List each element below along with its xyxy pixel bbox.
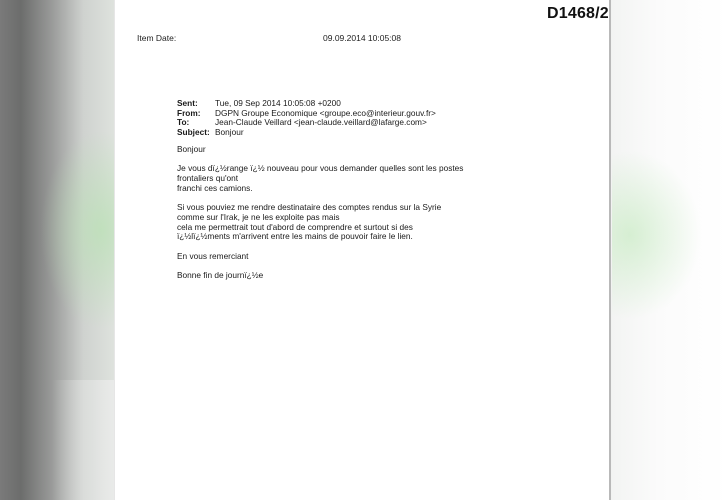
body-line: Si vous pouviez me rendre destinataire des comptes rendus sur la Syrie — [177, 202, 442, 213]
paragraph-2 — [177, 203, 507, 242]
background-right-green-tint — [612, 150, 702, 320]
body-line: comme sur l'Irak, je ne les exploite pas mais — [177, 211, 340, 222]
document-id: D1468/2 — [547, 5, 609, 22]
body-line: frontaliers qu'ont — [177, 173, 239, 184]
body-line: cela me permettrait tout d'abord de comprendre et surtout si des — [177, 221, 413, 232]
document-page — [114, 0, 611, 500]
paragraph-1 — [177, 164, 507, 193]
item-date-value: 09.09.2014 10:05:08 — [323, 33, 401, 43]
closing-line: Bonne fin de journï¿½e — [177, 270, 264, 281]
header-subject — [177, 128, 436, 138]
item-date-label: Item Date: — [137, 33, 177, 43]
thanks-line: En vous remerciant — [177, 250, 249, 261]
header-value: Bonjour — [215, 127, 244, 138]
greeting: Bonjour — [177, 144, 206, 154]
header-label: From: — [177, 107, 201, 118]
background-left-green-tint — [40, 130, 116, 330]
header-value: Tue, 09 Sep 2014 10:05:08 +0200 — [215, 98, 341, 108]
header-label: Sent: — [177, 98, 198, 108]
body-line: franchi ces camions. — [177, 182, 253, 193]
header-label: To: — [177, 117, 190, 128]
body-line: Je vous dï¿½range ï¿½ nouveau pour vous demander quelles sont les postes — [177, 163, 464, 174]
email-headers — [177, 99, 436, 138]
background-left-bottom-fade — [0, 380, 116, 500]
header-value: DGPN Groupe Economique <groupe.eco@interieur.gouv.fr> — [215, 107, 436, 118]
email-body — [177, 145, 507, 290]
body-line: ï¿½lï¿½ments m'arrivent entre les mains de pouvoir faire le lien. — [177, 231, 413, 242]
header-label: Subject: — [177, 127, 210, 138]
header-value: Jean-Claude Veillard <jean-claude.veillard@lafarge.com> — [215, 117, 427, 128]
